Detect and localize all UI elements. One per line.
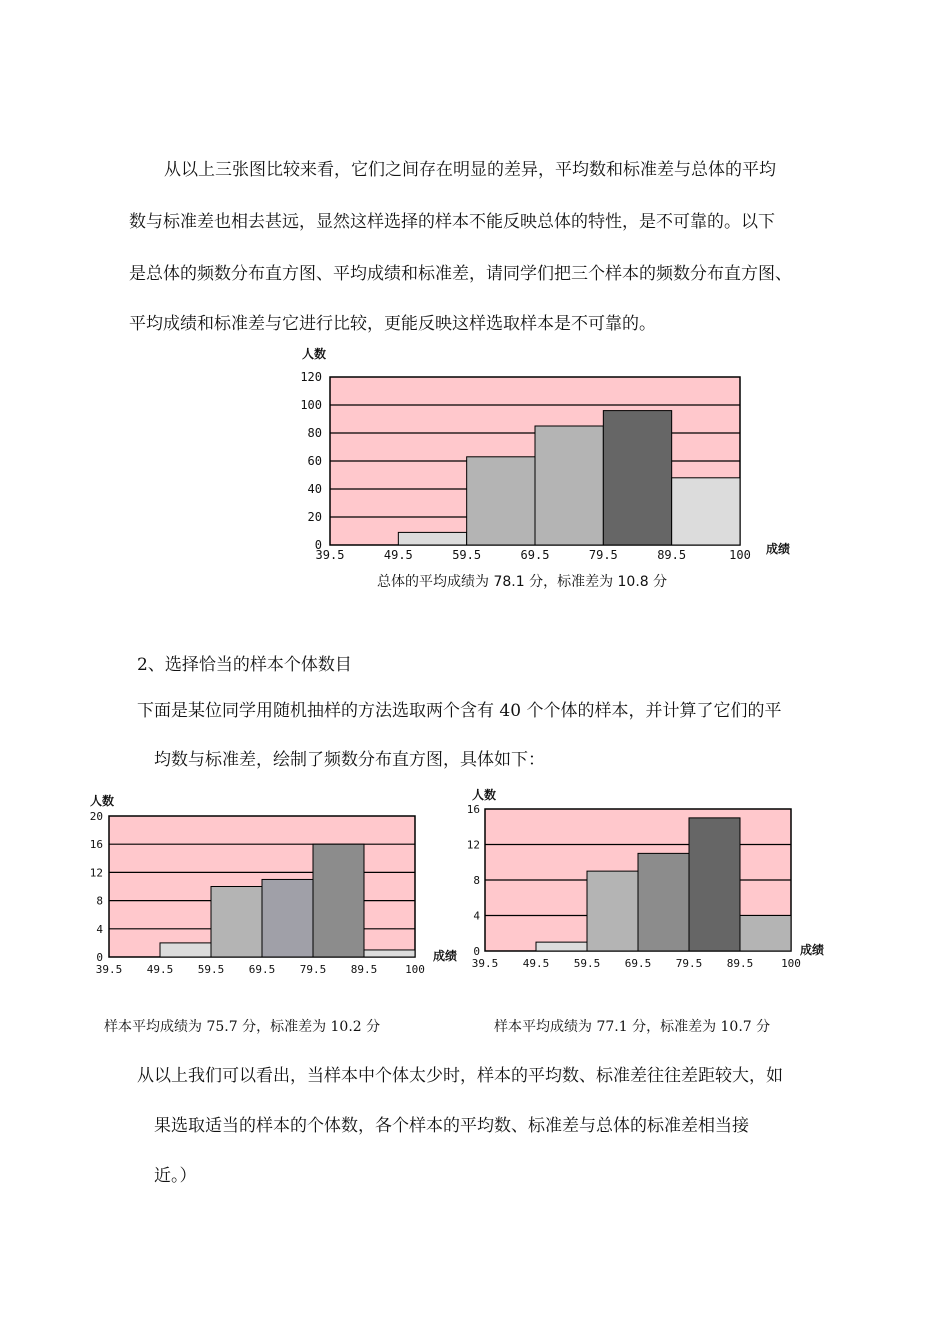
x-tick-label: 100 [729,548,751,562]
x-tick-label: 39.5 [471,957,499,970]
histogram-bar [535,426,603,545]
conclusion-line-2: 果选取适当的样本的个体数，各个样本的平均数、标准差与总体的标准差相当接 [154,1116,749,1136]
y-tick-label: 80 [307,426,322,440]
y-tick-label: 0 [96,951,103,964]
conclusion-line-1: 从以上我们可以看出，当样本中个体太少时，样本的平均数、标准差往往差距较大，如 [137,1066,783,1086]
histogram-bar [689,818,740,951]
section2-line-2: 均数与标准差，绘制了频数分布直方图，具体如下： [154,750,545,770]
sample-a-caption: 样本平均成绩为 75.7 分，标准差为 10.2 分 [104,1019,381,1035]
x-tick-label: 79.5 [675,957,703,970]
histogram-bar [603,411,671,545]
conclusion-line-3: 近。） [154,1166,197,1186]
x-tick-label: 69.5 [248,963,276,976]
y-tick-label: 60 [307,454,322,468]
intro-line-3: 是总体的频数分布直方图、平均成绩和标准差，请同学们把三个样本的频数分布直方图、 [129,264,792,284]
section2-line-1: 下面是某位同学用随机抽样的方法选取两个含有 40 个个体的样本，并计算了它们的平 [137,701,782,721]
y-tick-label: 16 [89,838,103,852]
histogram-bar [211,887,262,958]
sample-a-histogram [80,785,470,985]
x-tick-label: 39.5 [315,548,345,562]
x-tick-label: 79.5 [299,963,327,976]
y-tick-label: 8 [473,874,480,887]
histogram-bar [587,871,638,951]
x-tick-label: 49.5 [383,548,413,562]
x-axis-label: 成绩 [433,949,458,963]
y-tick-label: 8 [96,894,103,908]
histogram-bar [364,950,415,957]
x-tick-label: 59.5 [452,548,482,562]
histogram-bar [313,844,364,957]
histogram-bar [398,532,466,545]
x-axis-label: 成绩 [800,943,825,957]
intro-line-1: 从以上三张图比较来看，它们之间存在明显的差异，平均数和标准差与总体的平均 [164,160,776,180]
histogram-bar [160,943,211,957]
y-tick-label: 20 [307,510,322,524]
intro-line-4: 平均成绩和标准差与它进行比较，更能反映这样选取样本是不可靠的。 [129,314,656,334]
y-axis-label: 人数 [90,794,115,808]
y-tick-label: 0 [314,538,322,552]
x-axis-label: 成绩 [766,542,791,556]
x-tick-label: 39.5 [95,963,123,976]
y-tick-label: 4 [96,922,103,936]
y-tick-label: 40 [307,482,322,496]
y-tick-label: 4 [473,909,480,923]
histogram-bar [536,942,587,951]
x-tick-label: 59.5 [197,963,225,976]
section-heading: 2、选择恰当的样本个体数目 [137,655,352,675]
histogram-bar [672,478,740,545]
histogram-bar [638,853,689,951]
x-tick-label: 69.5 [624,957,652,970]
y-axis-label: 人数 [302,347,327,361]
intro-line-2: 数与标准差也相去甚远，显然这样选择的样本不能反映总体的特性，是不可靠的。以下 [129,212,775,232]
x-tick-label: 49.5 [522,957,550,970]
y-tick-label: 12 [466,838,480,852]
y-tick-label: 100 [300,398,322,412]
chart-caption: 总体的平均成绩为 78.1 分，标准差为 10.8 分 [377,574,668,590]
histogram-bar [740,916,791,952]
x-tick-label: 69.5 [520,548,550,562]
x-tick-label: 89.5 [657,548,687,562]
x-tick-label: 89.5 [350,963,378,976]
y-tick-label: 20 [89,810,103,823]
y-tick-label: 120 [300,370,322,384]
x-tick-label: 100 [781,957,801,970]
histogram-bar [467,457,535,545]
x-tick-label: 49.5 [146,963,174,976]
x-tick-label: 89.5 [726,957,754,970]
population-histogram [290,338,810,600]
x-tick-label: 59.5 [573,957,601,970]
y-tick-label: 0 [473,945,480,958]
sample-b-histogram [460,782,840,982]
y-axis-label: 人数 [472,788,497,802]
histogram-bar [262,879,313,957]
x-tick-label: 79.5 [588,548,618,562]
sample-b-caption: 样本平均成绩为 77.1 分，标准差为 10.7 分 [494,1019,771,1035]
y-tick-label: 12 [89,866,103,880]
y-tick-label: 16 [466,803,480,816]
x-tick-label: 100 [405,963,425,976]
